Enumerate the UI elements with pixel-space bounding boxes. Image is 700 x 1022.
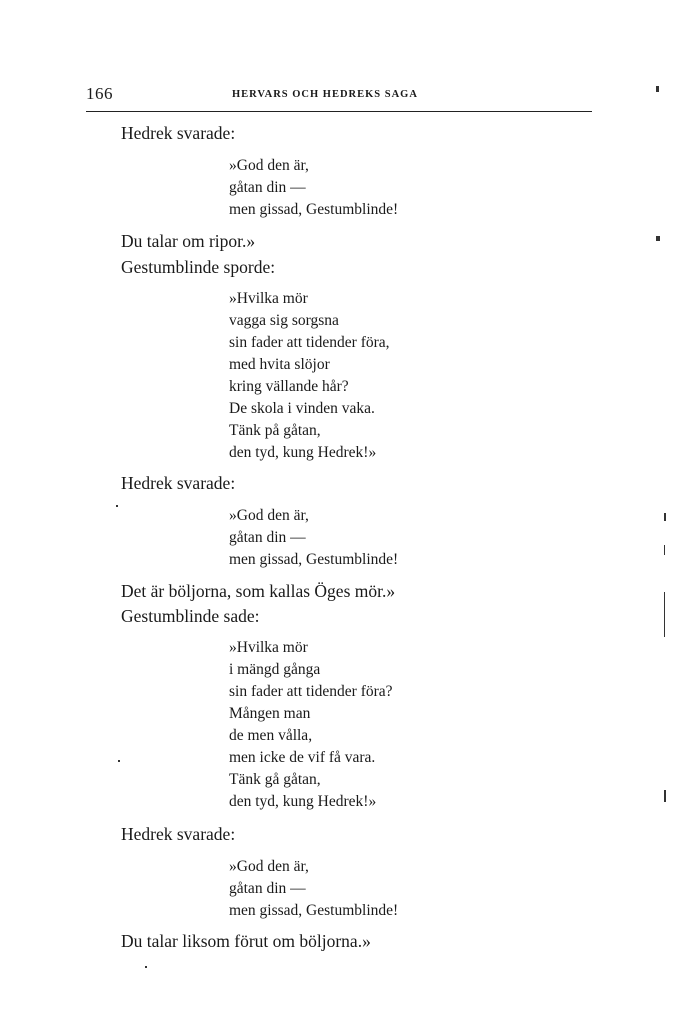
verse-line: »God den är, (229, 858, 309, 875)
verse-line: men gissad, Gestumblinde! (229, 551, 399, 568)
verse-line: gåtan din — (229, 179, 306, 196)
verse-line: De skola i vinden vaka. (229, 400, 375, 417)
verse-line: men gissad, Gestumblinde! (229, 902, 399, 919)
scan-speck (664, 545, 665, 555)
prose-line: Gestumblinde sporde: (121, 257, 276, 277)
verse-line: Mången man (229, 705, 311, 722)
verse-line: »God den är, (229, 157, 309, 174)
verse-line: »Hvilka mör (229, 290, 308, 307)
verse-line: Tänk på gåtan, (229, 422, 321, 439)
verse-line: vagga sig sorgsna (229, 312, 339, 329)
scan-speck (656, 86, 659, 92)
verse-line: sin fader att tidender föra? (229, 683, 393, 700)
verse-line: kring vällande hår? (229, 378, 349, 395)
verse-line: men icke de vif få vara. (229, 749, 376, 766)
verse-line: den tyd, kung Hedrek!» (229, 444, 377, 461)
verse-line: »God den är, (229, 507, 309, 524)
scan-speck (656, 236, 660, 241)
verse-line: »Hvilka mör (229, 639, 308, 656)
scan-speck (664, 790, 666, 802)
verse-line: men gissad, Gestumblinde! (229, 201, 399, 218)
page-number: 166 (86, 84, 113, 103)
verse-line: i mängd gånga (229, 661, 321, 678)
verse-line: gåtan din — (229, 529, 306, 546)
prose-line: Hedrek svarade: (121, 824, 236, 844)
prose-line: Du talar om ripor.» (121, 231, 256, 251)
header-rule (86, 111, 592, 112)
prose-line: Gestumblinde sade: (121, 606, 260, 626)
prose-line: Det är böljorna, som kallas Öges mör.» (121, 581, 396, 601)
verse-line: sin fader att tidender föra, (229, 334, 390, 351)
page-header (86, 84, 592, 108)
verse-line: gåtan din — (229, 880, 306, 897)
scan-speck (145, 966, 147, 968)
prose-line: Du talar liksom förut om böljorna.» (121, 931, 371, 951)
prose-line: Hedrek svarade: (121, 473, 236, 493)
verse-line: Tänk gå gåtan, (229, 771, 321, 788)
verse-line: med hvita slöjor (229, 356, 330, 373)
scan-speck (116, 505, 118, 507)
verse-line: den tyd, kung Hedrek!» (229, 793, 377, 810)
scan-speck (664, 592, 665, 637)
verse-line: de men vålla, (229, 727, 313, 744)
running-title: HERVARS OCH HEDREKS SAGA (232, 89, 418, 100)
scan-speck (118, 760, 120, 762)
scan-speck (664, 513, 666, 521)
prose-line: Hedrek svarade: (121, 123, 236, 143)
